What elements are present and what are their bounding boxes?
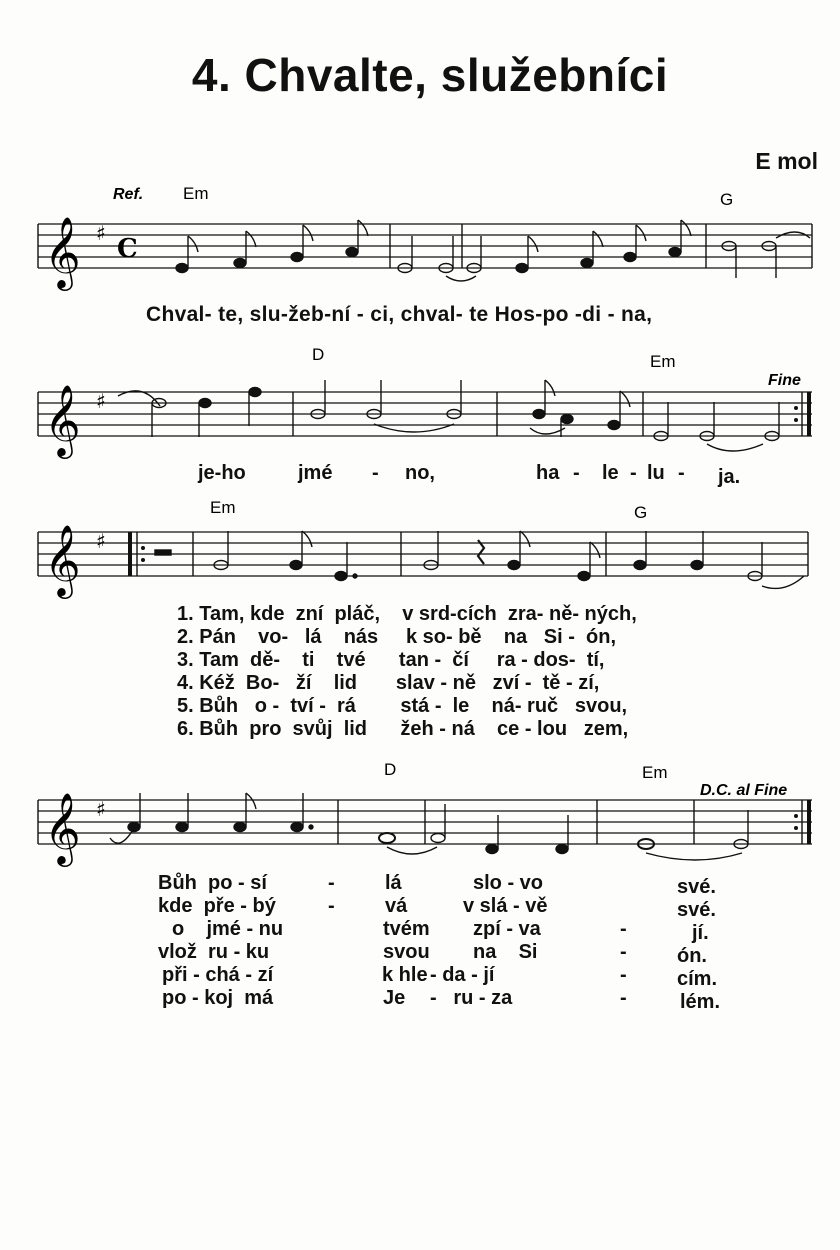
common-time-icon: C bbox=[117, 234, 138, 264]
lyric-fragment: kde pře - bý bbox=[158, 895, 276, 917]
chord: Em bbox=[650, 352, 676, 371]
refrain-label: Ref. bbox=[113, 186, 144, 203]
refrain-lyric-syllable: je-ho bbox=[198, 462, 246, 484]
lyric-fragment: zpí - va bbox=[473, 918, 541, 940]
chord: G bbox=[634, 503, 648, 522]
staff-system-3 bbox=[0, 495, 840, 595]
sharp-icon: ♯ bbox=[96, 221, 106, 245]
lyric-fragment: - ru - za bbox=[430, 987, 513, 1009]
refrain-lyric-syllable: - bbox=[573, 462, 580, 484]
notes bbox=[176, 220, 810, 281]
lyric-fragment: - bbox=[620, 964, 627, 986]
refrain-lyric-syllable: lu bbox=[647, 462, 665, 484]
chord: Em bbox=[210, 498, 236, 517]
treble-clef-icon: 𝄞 bbox=[44, 791, 81, 864]
sharp-icon: ♯ bbox=[96, 797, 106, 821]
treble-clef-icon: 𝄞 bbox=[44, 383, 81, 456]
chord: D bbox=[312, 345, 325, 364]
sharp-icon: ♯ bbox=[96, 389, 106, 413]
lyric-fragment: při - chá - zí bbox=[162, 964, 274, 986]
song-title: 4. Chvalte, služebníci bbox=[191, 49, 669, 101]
verse-line: 1. Tam, kde zní pláč, v srd-cích zra- ně- ných, bbox=[177, 603, 637, 625]
refrain-lyric-syllable: - bbox=[630, 462, 637, 484]
key-label: E mol bbox=[755, 148, 818, 174]
chord: G bbox=[720, 190, 734, 209]
lyric-fragment: - bbox=[328, 872, 335, 894]
dc-al-fine-label: D.C. al Fine bbox=[700, 782, 788, 799]
staff-system-2 bbox=[0, 340, 840, 456]
staff-system-1 bbox=[0, 180, 840, 320]
verse-line: 5. Bůh o - tví - rá stá - le ná- ruč svou, bbox=[177, 695, 628, 717]
lyric-fragment: tvém bbox=[383, 918, 430, 940]
treble-clef-icon: 𝄞 bbox=[44, 215, 81, 288]
refrain-lyric-syllable: - bbox=[372, 462, 379, 484]
lyric-fragment: po - koj má bbox=[162, 987, 274, 1009]
verse-line: 2. Pán vo- lá nás k so- bě na Si - ón, bbox=[177, 626, 616, 648]
lyric-fragment: své. bbox=[677, 899, 716, 921]
chord: D bbox=[384, 760, 397, 779]
lyric-fragment: - da - jí bbox=[430, 964, 495, 986]
lyric-fragment: své. bbox=[677, 876, 716, 898]
verse-line: 4. Kéž Bo- ží lid slav - ně zví - tě - zí, bbox=[177, 672, 600, 694]
lyric-fragment: Bůh po - sí bbox=[158, 872, 267, 894]
verse-line: 3. Tam dě- ti tvé tan - čí ra - dos- tí, bbox=[177, 649, 605, 671]
notes bbox=[110, 793, 748, 860]
lyric-fragment: Je bbox=[383, 987, 406, 1009]
lyric-fragment: vá bbox=[385, 895, 408, 917]
lyric-fragment: svou bbox=[383, 941, 430, 963]
refrain-lyric-syllable: - bbox=[678, 462, 685, 484]
lyric-fragment: vlož ru - ku bbox=[158, 941, 270, 963]
lyric-fragment: slo - vo bbox=[473, 872, 544, 894]
refrain-lyric-syllable: ja. bbox=[718, 466, 741, 488]
notes bbox=[118, 380, 779, 451]
lyric-fragment: ón. bbox=[677, 945, 707, 967]
chord: Em bbox=[183, 184, 209, 203]
staff-lines bbox=[38, 532, 808, 576]
half-rest-icon bbox=[155, 550, 171, 555]
sharp-icon: ♯ bbox=[96, 529, 106, 553]
refrain-lyrics-1: Chval- te, slu-žeb-ní - ci, chval- te Hos-po -di - na, bbox=[146, 303, 653, 326]
staff-lines bbox=[38, 224, 812, 268]
refrain-lyric-syllable: no, bbox=[405, 462, 435, 484]
fine-label: Fine bbox=[768, 372, 801, 389]
treble-clef-icon: 𝄞 bbox=[44, 523, 81, 596]
lyric-fragment: - bbox=[620, 987, 627, 1009]
notes bbox=[155, 531, 804, 588]
lyric-fragment: o jmé - nu bbox=[172, 918, 284, 940]
refrain-lyric-syllable: jmé bbox=[298, 462, 333, 484]
lyric-fragment: cím. bbox=[677, 968, 718, 990]
staff-system-4 bbox=[0, 755, 840, 865]
lyric-fragment: lém. bbox=[680, 991, 721, 1013]
lyric-fragment: - bbox=[328, 895, 335, 917]
lyric-fragment: v slá - vě bbox=[463, 895, 548, 917]
chord: Em bbox=[642, 763, 668, 782]
lyric-fragment: - bbox=[620, 918, 627, 940]
lyric-fragment: na Si bbox=[473, 941, 538, 963]
lyric-fragment: lá bbox=[385, 872, 402, 894]
lyric-fragment: k hle bbox=[382, 964, 428, 986]
refrain-lyric-syllable: ha bbox=[536, 462, 560, 484]
verse-line: 6. Bůh pro svůj lid žeh - ná ce - lou zem, bbox=[177, 718, 629, 740]
lyric-fragment: - bbox=[620, 941, 627, 963]
refrain-lyric-syllable: le bbox=[602, 462, 619, 484]
lyric-fragment: jí. bbox=[692, 922, 709, 944]
